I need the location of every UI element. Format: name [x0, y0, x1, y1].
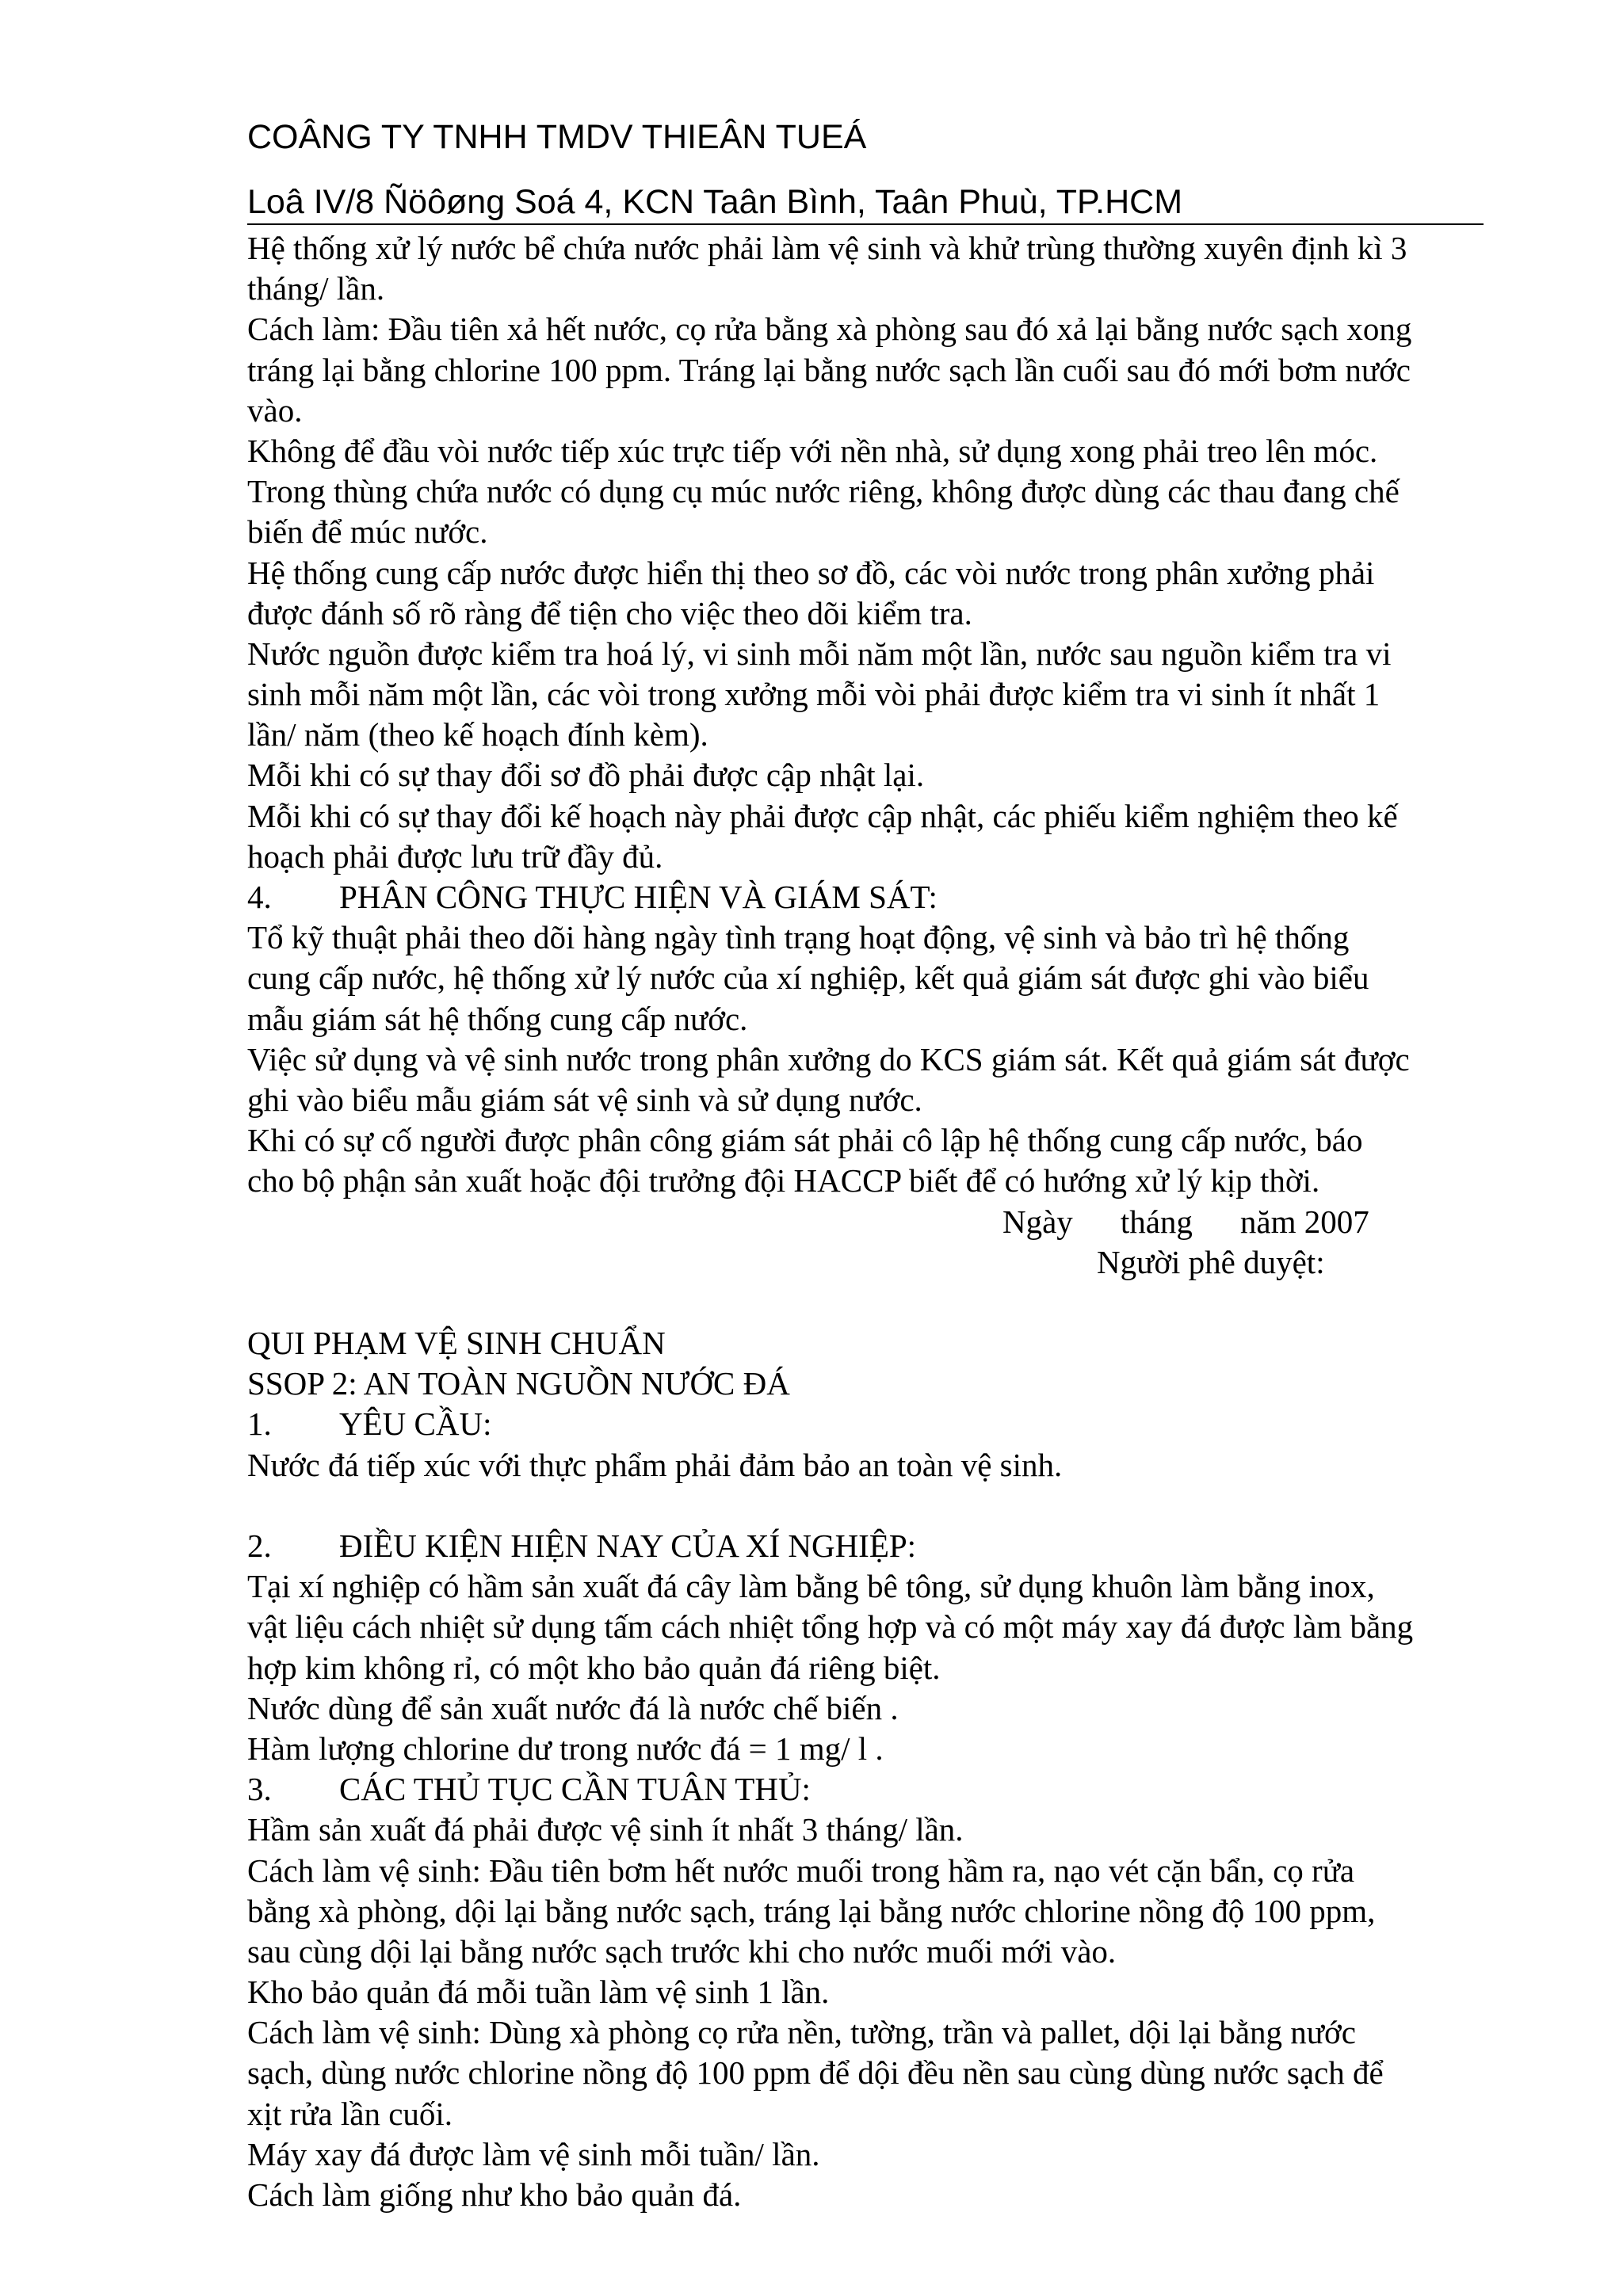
text-line: xịt rửa lần cuối. [247, 2095, 453, 2132]
ssop-title: SSOP 2: AN TOÀN NGUỒN NƯỚC ĐÁ [247, 1365, 790, 1402]
text-line: ghi vào biểu mẫu giám sát vệ sinh và sử dụng nước. [247, 1081, 922, 1118]
text-line: cho bộ phận sản xuất hoặc đội trưởng đội HACCP biết để có hướng xử lý kịp thời. [247, 1162, 1320, 1199]
text-line: Hệ thống xử lý nước bể chứa nước phải làm vệ sinh và khử trùng thường xuyên định kì 3 [247, 230, 1407, 266]
text-line: mẫu giám sát hệ thống cung cấp nước. [247, 1000, 748, 1037]
date-month-label: tháng [1120, 1203, 1193, 1240]
text-line: Nước đá tiếp xúc với thực phẩm phải đảm bảo an toàn vệ sinh. [247, 1446, 1063, 1483]
section-heading [247, 1404, 1499, 1444]
section-title: ĐIỀU KIỆN HIỆN NAY CỦA XÍ NGHIỆP: [339, 1527, 917, 1564]
text-line: vật liệu cách nhiệt sử dụng tấm cách nhiệt tổng hợp và có một máy xay đá được làm bằng [247, 1608, 1414, 1646]
text-line: Nước nguồn được kiểm tra hoá lý, vi sinh mỗi năm một lần, nước sau nguồn kiểm tra vi [247, 635, 1392, 672]
text-line: được đánh số rõ ràng để tiện cho việc theo dõi kiểm tra. [247, 594, 972, 631]
section-heading [247, 1526, 1499, 1566]
section-title: CÁC THỦ TỤC CẦN TUÂN THỦ: [339, 1771, 811, 1808]
text-line: Tại xí nghiệp có hầm sản xuất đá cây làm bằng bê tông, sử dụng khuôn làm bằng inox, [247, 1568, 1375, 1605]
company-name: COÂNG TY TNHH TMDV THIEÂN TUEÁ [247, 118, 867, 156]
text-line: Khi có sự cố người được phân công giám sát phải cô lập hệ thống cung cấp nước, báo [247, 1122, 1363, 1159]
section-heading [247, 1769, 1499, 1810]
text-line: tháng/ lần. [247, 270, 385, 307]
text-line: Kho bảo quản đá mỗi tuần làm vệ sinh 1 lần. [247, 1974, 830, 2011]
text-line: Trong thùng chứa nước có dụng cụ múc nước riêng, không được dùng các thau đang chế [247, 473, 1400, 510]
signature-date [247, 1202, 1499, 1242]
text-line: Không để đầu vòi nước tiếp xúc trực tiếp với nền nhà, sử dụng xong phải treo lên móc. [247, 432, 1378, 469]
date-year-label: năm 2007 [1239, 1203, 1369, 1240]
section-heading [247, 877, 1499, 917]
company-address: Loâ IV/8 Ñöôøng Soá 4, KCN Taân Bình, Taân Phuù, TP.HCM [247, 183, 1183, 221]
blank-line [247, 1283, 1499, 1323]
header-rule [247, 223, 1484, 225]
text-line: Cách làm giống như kho bảo quản đá. [247, 2176, 742, 2213]
text-line: Cách làm vệ sinh: Dùng xà phòng cọ rửa nền, tường, trần và pallet, dội lại bằng nước [247, 2014, 1356, 2051]
text-line: Hệ thống cung cấp nước được hiển thị theo sơ đồ, các vòi nước trong phân xưởng phải [247, 554, 1375, 591]
section-title: YÊU CẦU: [339, 1405, 492, 1443]
section-number: 4. [247, 879, 272, 915]
text-line: Cách làm vệ sinh: Đầu tiên bơm hết nước muối trong hầm ra, nạo vét cặn bẩn, cọ rửa [247, 1852, 1355, 1889]
text-line: vào. [247, 391, 303, 429]
text-line: bằng xà phòng, dội lại bằng nước sạch, tráng lại bằng nước chlorine nồng độ 100 ppm, [247, 1892, 1376, 1929]
text-line: lần/ năm (theo kế hoạch đính kèm). [247, 716, 708, 753]
text-line: Hầm sản xuất đá phải được vệ sinh ít nhất 3 tháng/ lần. [247, 1811, 964, 1848]
section-number: 2. [247, 1527, 272, 1564]
text-line: Tổ kỹ thuật phải theo dõi hàng ngày tình trạng hoạt động, vệ sinh và bảo trì hệ thống [247, 919, 1350, 956]
blank-line [247, 1486, 1499, 1526]
text-line: Cách làm: Đầu tiên xả hết nước, cọ rửa bằng xà phòng sau đó xả lại bằng nước sạch xong [247, 311, 1412, 348]
section-title: PHÂN CÔNG THỰC HIỆN VÀ GIÁM SÁT: [339, 879, 938, 915]
text-line: sau cùng dội lại bằng nước sạch trước khi cho nước muối mới vào. [247, 1932, 1117, 1970]
text-line: hợp kim không rỉ, có một kho bảo quản đá riêng biệt. [247, 1649, 941, 1686]
ssop-heading: QUI PHẠM VỆ SINH CHUẨN [247, 1325, 666, 1362]
text-line: Mỗi khi có sự thay đổi sơ đồ phải được cập nhật lại. [247, 757, 925, 794]
date-day-label: Ngày [1002, 1203, 1073, 1240]
text-line: sạch, dùng nước chlorine nồng độ 100 ppm để dội đều nền sau cùng dùng nước sạch để [247, 2054, 1384, 2092]
text-line: cung cấp nước, hệ thống xử lý nước của xí nghiệp, kết quả giám sát được ghi vào biểu [247, 959, 1369, 997]
document-body [247, 228, 1499, 2215]
text-line: tráng lại bằng chlorine 100 ppm. Tráng lại bằng nước sạch lần cuối sau đó mới bơm nước [247, 351, 1411, 388]
text-line: Mỗi khi có sự thay đổi kế hoạch này phải được cập nhật, các phiếu kiểm nghiệm theo kế [247, 797, 1398, 834]
section-number: 1. [247, 1405, 272, 1443]
text-line: biến để múc nước. [247, 513, 488, 551]
approver-label: Người phê duyệt: [1097, 1243, 1325, 1280]
text-line: sinh mỗi năm một lần, các vòi trong xưởng mỗi vòi phải được kiểm tra vi sinh ít nhất 1 [247, 676, 1381, 713]
section-number: 3. [247, 1771, 272, 1808]
text-line: Hàm lượng chlorine dư trong nước đá = 1 mg/ l . [247, 1730, 884, 1767]
text-line: hoạch phải được lưu trữ đầy đủ. [247, 837, 663, 875]
text-line: Nước dùng để sản xuất nước đá là nước chế biến . [247, 1689, 899, 1726]
text-line: Việc sử dụng và vệ sinh nước trong phân xưởng do KCS giám sát. Kết quả giám sát được [247, 1040, 1410, 1077]
text-line: Máy xay đá được làm vệ sinh mỗi tuần/ lần. [247, 2135, 820, 2172]
